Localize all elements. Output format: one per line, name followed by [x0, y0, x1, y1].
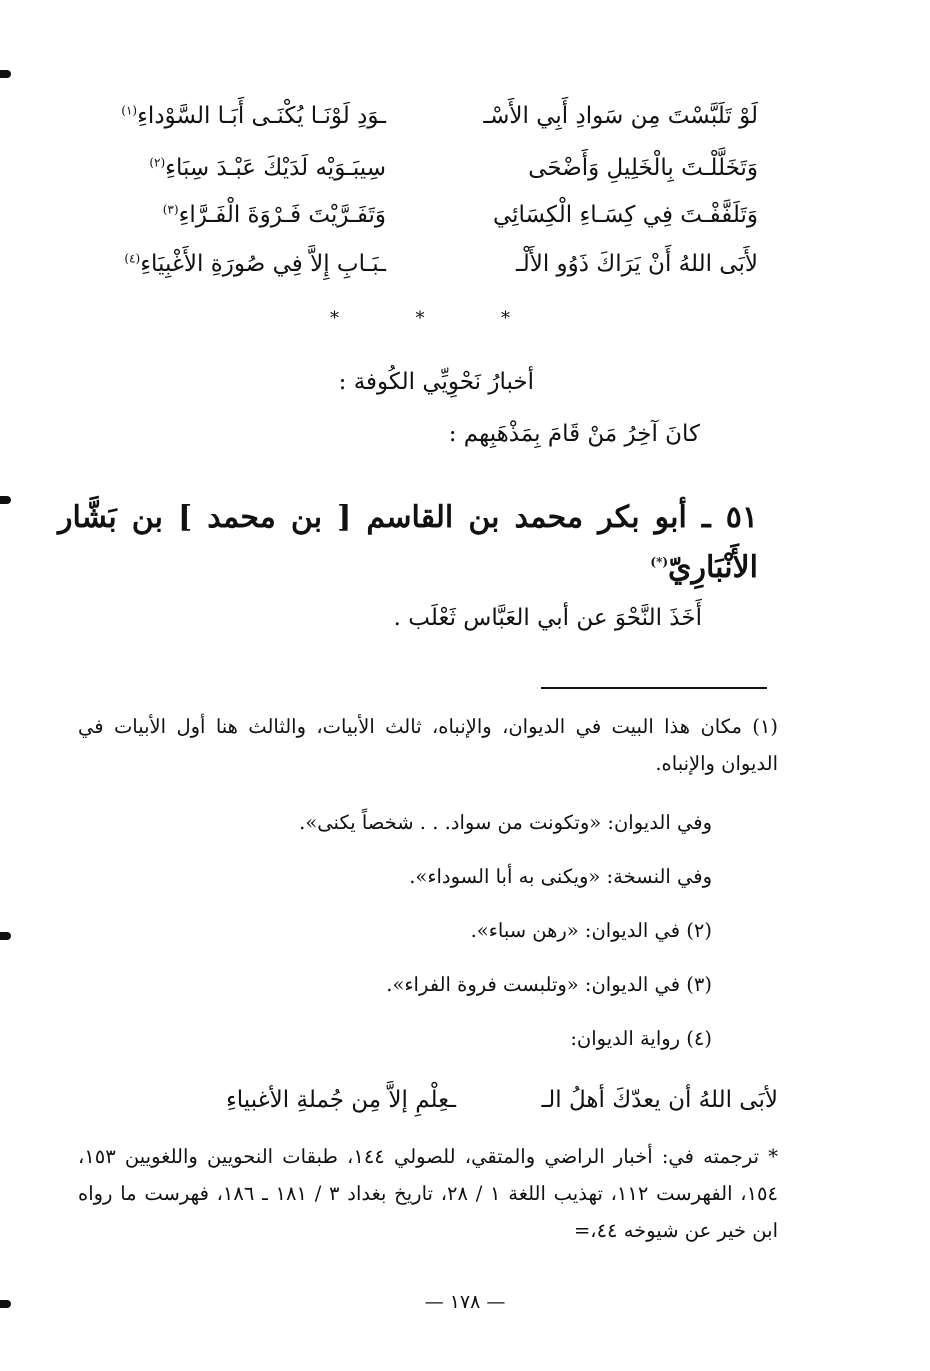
- footnote-marker: (٢): [149, 155, 166, 170]
- footnote-4: (٤) رواية الديوان:: [570, 1027, 712, 1050]
- separator-star: *: [330, 308, 339, 329]
- footnote-marker: (١): [121, 103, 138, 118]
- footnote-1-diwan: وفي الديوان: «وتكونت من سواد. . . شخصاً يكنى».: [299, 811, 712, 834]
- verse-second-hemistich: وَتَفَـرَّيْتَ فَـرْوَةَ الْفَـرَّاءِ$^{(٣)}$: [162, 202, 386, 228]
- poem-verse: [68, 146, 758, 192]
- poem-verse: [68, 242, 758, 288]
- footnote-marker: (*): [650, 555, 669, 569]
- verse-first-hemistich: لأبَى اللهُ أن يعدّكَ أهلُ الـ: [541, 1087, 778, 1113]
- separator-star: *: [501, 308, 510, 329]
- entry-title: ٥١ ـ أبو بكر محمد بن القاسم [ بن محمد ] بن بَشَّار الأَنْبَارِيّ(*): [58, 500, 758, 585]
- footnote-1: (١) مكان هذا البيت في الديوان، والإنباه، ثالث الأبيات، والثالث هنا أول الأبيات في الديوان والإنباه.: [78, 715, 778, 775]
- section-heading: أخبارُ نَحْوِيِّي الكُوفة :: [338, 369, 534, 395]
- footnote-1-nuskha: وفي النسخة: «ويكنى به أبا السوداء».: [409, 865, 712, 888]
- verse-second-hemistich: سِيبَـوَيْه لَدَيْكَ عَبْـدَ سِبَاءِ$^{(٢)}$: [149, 155, 386, 181]
- verse-first-hemistich: لَوْ تَلَبَّسْتَ مِن سَوادِ أَبِي الأَسْـ: [483, 103, 758, 129]
- section-separator: [330, 308, 510, 329]
- separator-star: *: [415, 308, 425, 329]
- poem-verse: [68, 94, 758, 140]
- biography-sources: * ترجمته في: أخبار الراضي والمتقي، للصولي ١٤٤، طبقات النحويين واللغويين ١٥٣، ١٥٤، الفهرست ١١٢، تهذيب اللغة ١ / ٢٨، تاريخ بغداد ٣ / ١٨١ ـ ١٨٦، فهرست ما رواه ابن خير عن شيوخه ٤٤،=: [78, 1145, 778, 1242]
- footnote-marker: (٤): [124, 251, 141, 266]
- footnote-4-verse: [128, 1078, 778, 1122]
- page-edge-mark: [0, 1300, 11, 1308]
- page-edge-mark: [0, 70, 11, 78]
- entry-text: أَخَذَ النَّحْوَ عن أبي العَبَّاس ثَعْلَب .: [393, 605, 702, 631]
- footnote-3: (٣) في الديوان: «وتلبست فروة الفراء».: [386, 973, 712, 996]
- page-number: — ١٧٨ —: [424, 1291, 506, 1313]
- verse-second-hemistich: ـبَـابِ إِلاَّ فِي صُورَةِ الأَغْبِيَاءِ$^{(٤)}$: [124, 251, 386, 277]
- verse-second-hemistich: ـوَدِ لَوْنَـا يُكْنَـى أَبَـا السَّوْداءِ$^{(١)}$: [121, 103, 386, 129]
- verse-second-hemistich: ـعِلْمِ إلاَّ مِن جُملةِ الأغبياءِ: [225, 1087, 456, 1113]
- poem-verse: [68, 193, 758, 239]
- page-edge-mark: [0, 496, 11, 504]
- footnote-2: (٢) في الديوان: «رهن سباء».: [470, 919, 712, 942]
- verse-first-hemistich: وَتَخَلَّلْـتَ بِالْخَلِيلِ وَأَضْحَى: [528, 155, 758, 181]
- verse-first-hemistich: لأَبَى اللهُ أَنْ يَرَاكَ ذَوُو الأَلْـ: [515, 251, 758, 277]
- intro-line: كانَ آخِرُ مَنْ قَامَ بِمَذْهَبِهم :: [448, 421, 700, 447]
- page-edge-mark: [0, 932, 11, 940]
- footnote-marker: (٣): [162, 202, 179, 217]
- footnote-divider: [541, 687, 767, 689]
- verse-first-hemistich: وَتَلَفَّفْـتَ فِي كِسَـاءِ الْكِسَائِي: [492, 202, 758, 228]
